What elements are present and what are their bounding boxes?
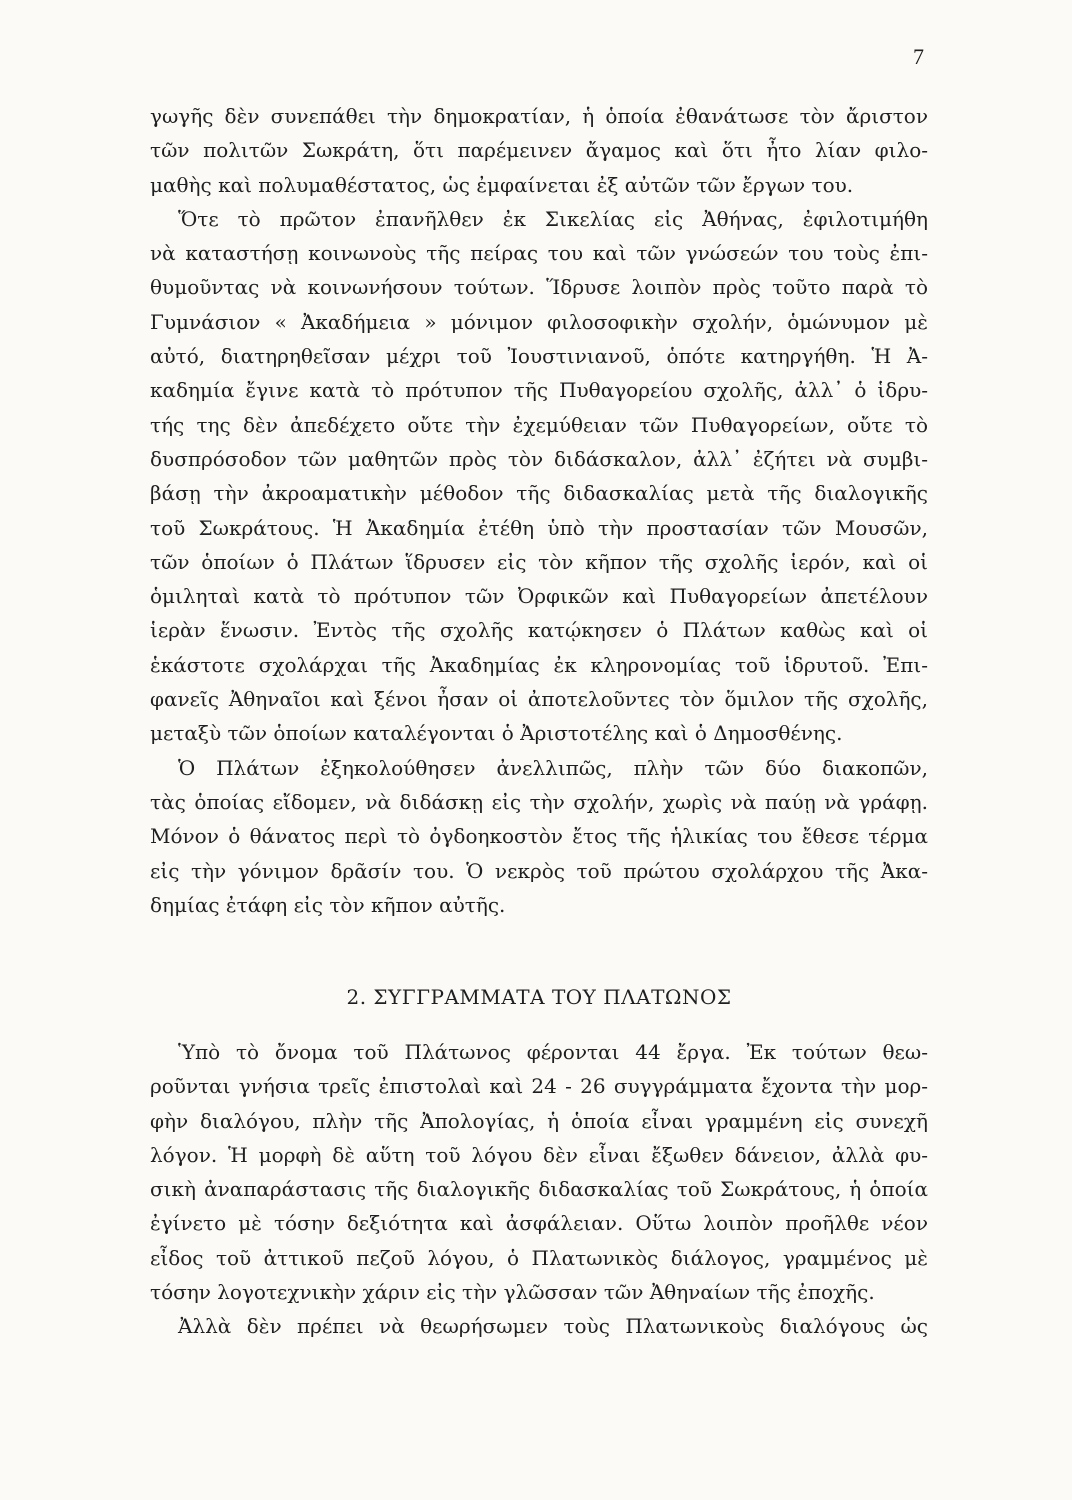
text-line: νὰ καταστήσῃ κοινωνοὺς τῆς πείρας του καὶ τῶν γνώσεών του τοὺς ἐπι- bbox=[150, 241, 928, 266]
text-line: μεταξὺ τῶν ὁποίων καταλέγονται ὁ Ἀριστοτέλης καὶ ὁ Δημοσθένης. bbox=[150, 721, 843, 746]
text-line: τόσην λογοτεχνικὴν χάριν εἰς τὴν γλῶσσαν τῶν Ἀθηναίων τῆς ἐποχῆς. bbox=[150, 1280, 875, 1305]
text-line: εἰς τὴν γόνιμον δρᾶσίν του. Ὁ νεκρὸς τοῦ πρώτου σχολάρχου τῆς Ἀκα- bbox=[150, 858, 928, 883]
text-line: Μόνον ὁ θάνατος περὶ τὸ ὀγδοηκοστὸν ἔτος τῆς ἡλικίας του ἔθεσε τέρμα bbox=[150, 824, 928, 849]
section-heading: 2. ΣΥΓΓΡΑΜΜΑΤΑ ΤΟΥ ΠΛΑΤΩΝΟΣ bbox=[346, 985, 732, 1009]
text-line: Ὅτε τὸ πρῶτον ἐπανῆλθεν ἐκ Σικελίας εἰς Ἀθήνας, ἐφιλοτιμήθη bbox=[178, 206, 928, 231]
text-line: θυμοῦντας νὰ κοινωνήσουν τούτων. Ἵδρυσε λοιπὸν πρὸς τοῦτο παρὰ τὸ bbox=[150, 275, 928, 300]
text-line: δημίας ἐτάφη εἰς τὸν κῆπον αὐτῆς. bbox=[150, 892, 506, 917]
text-line: τῶν ὁποίων ὁ Πλάτων ἵδρυσεν εἰς τὸν κῆπον τῆς σχολῆς ἱερόν, καὶ οἱ bbox=[150, 549, 928, 574]
text-line: τῶν πολιτῶν Σωκράτη, ὅτι παρέμεινεν ἄγαμος καὶ ὅτι ἦτο λίαν φιλο- bbox=[150, 138, 928, 163]
text-line: εἶδος τοῦ ἀττικοῦ πεζοῦ λόγου, ὁ Πλατωνικὸς διάλογος, γραμμένος μὲ bbox=[150, 1245, 928, 1270]
text-line: ἐγίνετο μὲ τόσην δεξιότητα καὶ ἀσφάλειαν. Οὕτω λοιπὸν προῆλθε νέον bbox=[150, 1211, 928, 1236]
text-line: καδημία ἔγινε κατὰ τὸ πρότυπον τῆς Πυθαγορείου σχολῆς, ἀλλ᾽ ὁ ἱδρυ- bbox=[150, 378, 928, 403]
text-line: ἱερὰν ἕνωσιν. Ἐντὸς τῆς σχολῆς κατῴκησεν ὁ Πλάτων καθὼς καὶ οἱ bbox=[150, 618, 928, 643]
text-line: τής της δὲν ἀπεδέχετο οὔτε τὴν ἐχεμύθειαν τῶν Πυθαγορείων, οὔτε τὸ bbox=[150, 412, 928, 437]
text-line: αὐτό, διατηρηθεῖσαν μέχρι τοῦ Ἰουστινιανοῦ, ὁπότε κατηργήθη. Ἡ Ἀ- bbox=[150, 344, 928, 369]
text-line: ὁμιληταὶ κατὰ τὸ πρότυπον τῶν Ὀρφικῶν καὶ Πυθαγορείων ἀπετέλουν bbox=[150, 584, 928, 609]
text-line: Γυμνάσιον « Ἀκαδήμεια » μόνιμον φιλοσοφικὴν σχολήν, ὁμώνυμον μὲ bbox=[150, 309, 928, 334]
text-line: λόγον. Ἡ μορφὴ δὲ αὕτη τοῦ λόγου δὲν εἶναι ἔξωθεν δάνειον, ἀλλὰ φυ- bbox=[150, 1142, 928, 1167]
text-line: φὴν διαλόγου, πλὴν τῆς Ἀπολογίας, ἡ ὁποία εἶναι γραμμένη εἰς συνεχῆ bbox=[150, 1108, 928, 1133]
text-line: Ὑπὸ τὸ ὄνομα τοῦ Πλάτωνος φέρονται 44 ἔργα. Ἐκ τούτων θεω- bbox=[178, 1040, 928, 1064]
text-line: ἑκάστοτε σχολάρχαι τῆς Ἀκαδημίας ἐκ κληρονομίας τοῦ ἱδρυτοῦ. Ἐπι- bbox=[150, 652, 928, 677]
text-line: γωγῆς δὲν συνεπάθει τὴν δημοκρατίαν, ἡ ὁποία ἐθανάτωσε τὸν ἄριστον bbox=[150, 104, 928, 128]
text-line: ροῦνται γνήσια τρεῖς ἐπιστολαὶ καὶ 24 - 26 συγγράμματα ἔχοντα τὴν μορ- bbox=[150, 1074, 928, 1099]
text-line: τὰς ὁποίας εἴδομεν, νὰ διδάσκῃ εἰς τὴν σχολήν, χωρὶς νὰ παύῃ νὰ γράφῃ. bbox=[150, 789, 928, 814]
text-line: φανεῖς Ἀθηναῖοι καὶ ξένοι ἦσαν οἱ ἀποτελοῦντες τὸν ὅμιλον τῆς σχολῆς, bbox=[150, 687, 928, 712]
text-line: Ὁ Πλάτων ἐξηκολούθησεν ἀνελλιπῶς, πλὴν τῶν δύο διακοπῶν, bbox=[178, 755, 928, 780]
text-line: σικὴ ἀναπαράστασις τῆς διαλογικῆς διδασκαλίας τοῦ Σωκράτους, ἡ ὁποία bbox=[150, 1177, 928, 1202]
text-line: τοῦ Σωκράτους. Ἡ Ἀκαδημία ἐτέθη ὑπὸ τὴν προστασίαν τῶν Μουσῶν, bbox=[150, 515, 928, 540]
text-line: βάσῃ τὴν ἀκροαματικὴν μέθοδον τῆς διδασκαλίας μετὰ τῆς διαλογικῆς bbox=[150, 481, 928, 506]
section-body-1 bbox=[150, 99, 928, 922]
text-line: δυσπρόσοδον τῶν μαθητῶν πρὸς τὸν διδάσκαλον, ἀλλ᾽ ἐζήτει νὰ συμβι- bbox=[150, 446, 928, 471]
text-line: Ἀλλὰ δὲν πρέπει νὰ θεωρήσωμεν τοὺς Πλατωνικοὺς διαλόγους ὡς bbox=[178, 1314, 928, 1339]
section-body-2 bbox=[150, 1035, 928, 1344]
page-number: 7 bbox=[913, 44, 924, 69]
text-line: μαθὴς καὶ πολυμαθέστατος, ὡς ἐμφαίνεται ἐξ αὐτῶν τῶν ἔργων του. bbox=[150, 172, 854, 197]
